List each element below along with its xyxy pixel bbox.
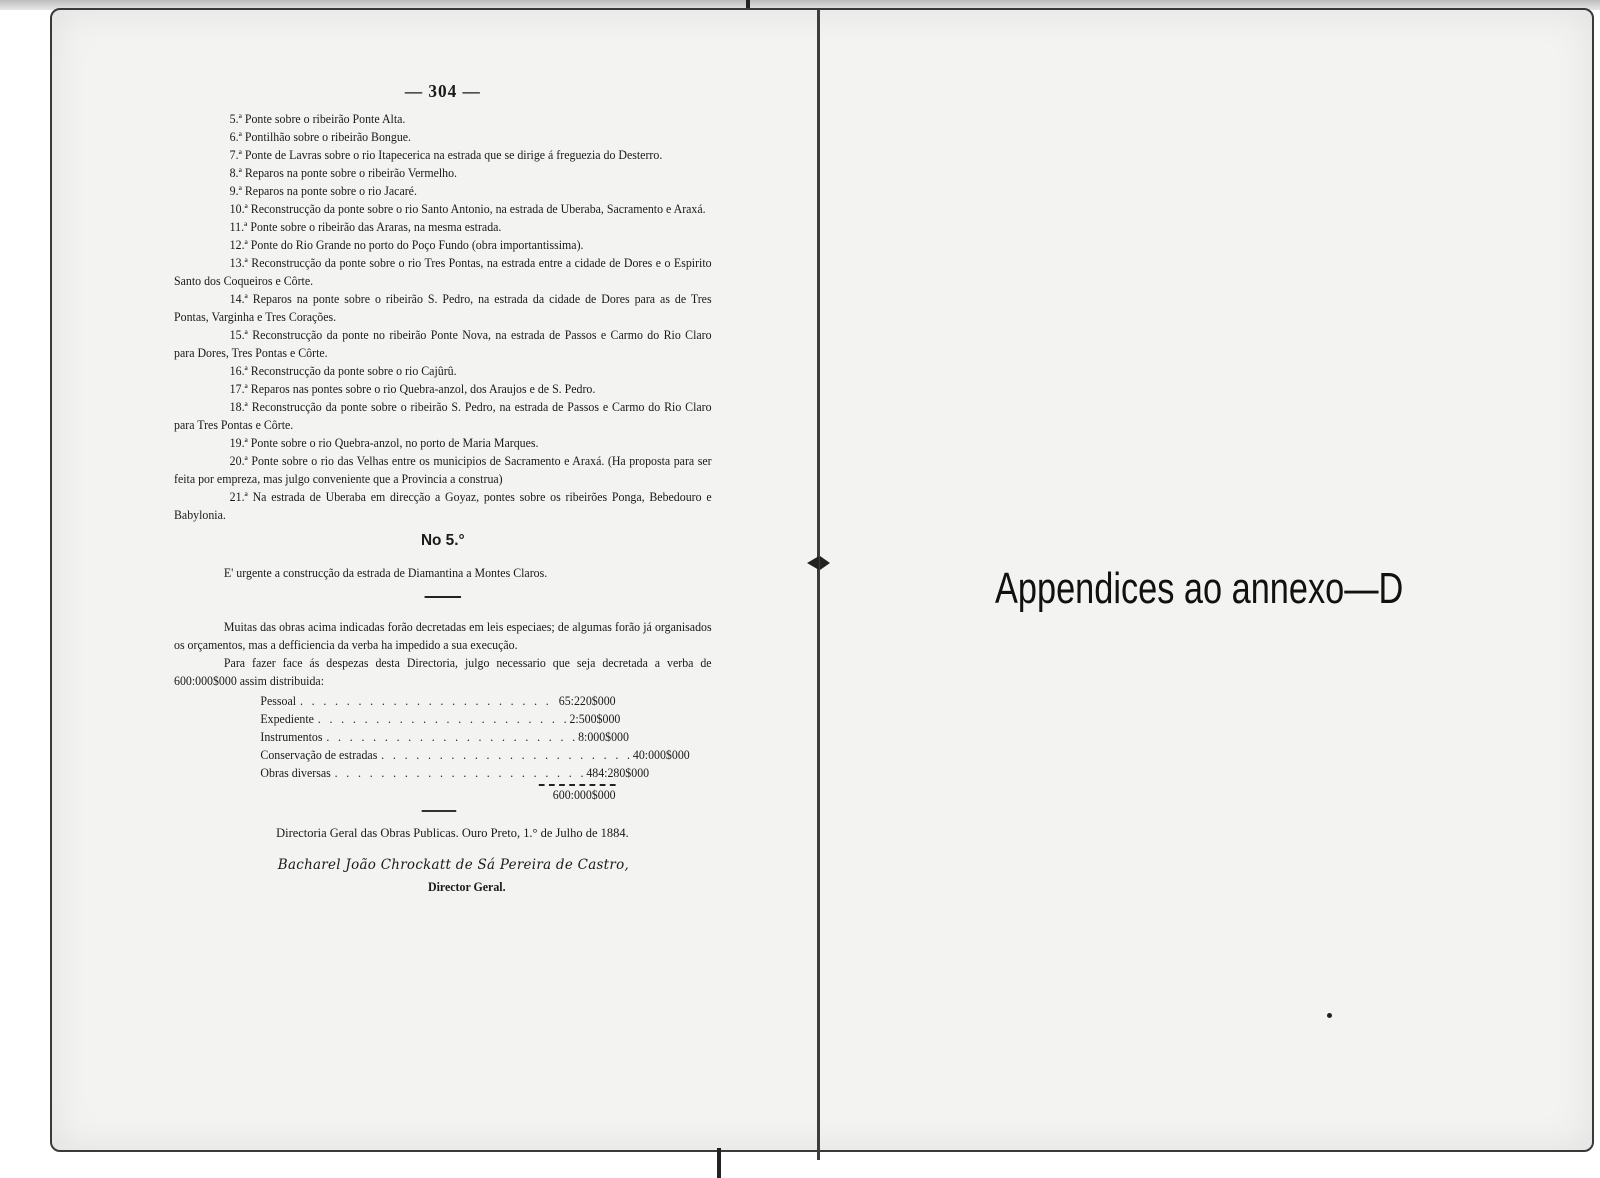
list-item: 5.ª Ponte sobre o ribeirão Ponte Alta. xyxy=(229,112,406,126)
budget-total: 600:000$000 xyxy=(552,788,616,802)
binding-tab-top xyxy=(746,0,750,8)
gutter-marker-left xyxy=(807,556,819,570)
list-item: 6.ª Pontilhão sobre o ribeirão Bongue. xyxy=(229,130,412,144)
budget-value: 2:500$000 xyxy=(569,712,621,726)
budget-label: Obras diversas xyxy=(260,766,331,780)
divider-rule xyxy=(425,596,461,598)
list-item: 19.ª Ponte sobre o rio Quebra-anzol, no porto de Maria Marques. xyxy=(229,436,539,450)
bridge-list xyxy=(174,110,712,524)
list-item: 7.ª Ponte de Lavras sobre o rio Itapecerica na estrada que se dirige á freguezia do Desterro. xyxy=(229,148,663,162)
list-item: 9.ª Reparos na ponte sobre o rio Jacaré. xyxy=(229,184,417,198)
signature-title: Director Geral. xyxy=(428,880,506,894)
budget-label: Expediente xyxy=(260,712,314,726)
budget-value: 40:000$000 xyxy=(632,748,690,762)
page-number: — 304 — xyxy=(404,81,481,101)
budget-row xyxy=(260,764,650,782)
budget-label: Pessoal xyxy=(260,694,297,708)
ink-dot xyxy=(1327,1013,1332,1018)
leader-dots: . . . . . . . . . . . . . . . . . . . . . . xyxy=(334,766,587,780)
budget-label: Instrumentos xyxy=(260,730,323,744)
divider-rule-small xyxy=(422,810,457,812)
budget-row xyxy=(260,746,690,764)
leader-dots: . . . . . . . . . . . . . . . . . . . . . . xyxy=(299,694,552,708)
list-item: 17.ª Reparos nas pontes sobre o rio Quebra-anzol, dos Araujos e de S. Pedro. xyxy=(229,382,596,396)
list-item: 18.ª Reconstrucção da ponte sobre o ribeirão S. Pedro, na estrada de Passos e Carmo do Rio Claro para Tres Pontas e Côrte. xyxy=(174,400,712,432)
leader-dots: . . . . . . . . . . . . . . . . . . . . . . xyxy=(381,748,633,762)
binding-tab-bottom xyxy=(717,1148,721,1178)
budget-row xyxy=(260,728,629,746)
list-item: 14.ª Reparos na ponte sobre o ribeirão S. Pedro, na estrada da cidade de Dores para as de Tres Pontas, Varginha e Tres Corações. xyxy=(174,292,712,324)
gutter-marker-right xyxy=(820,556,830,570)
list-item: 13.ª Reconstrucção da ponte sobre o rio Tres Pontas, na estrada entre a cidade de Dores e o Espirito Santo dos Coqueiros e Côrte. xyxy=(174,256,712,288)
section-text: E' urgente a construcção da estrada de Diamantina a Montes Claros. xyxy=(223,566,548,580)
list-item: 8.ª Reparos na ponte sobre o ribeirão Vermelho. xyxy=(229,166,458,180)
paragraph-obras: Muitas das obras acima indicadas forão decretadas em leis especiaes; de algumas forão já organisados os orçamentos, mas a defficiencia da verba ha impedido a sua execução. xyxy=(174,620,712,652)
appendix-title: Appendices ao annexo—D xyxy=(995,564,1404,613)
book-gutter xyxy=(817,10,820,1160)
list-item: 15.ª Reconstrucção da ponte no ribeirão Ponte Nova, na estrada de Passos e Carmo do Rio Claro para Dores, Tres Pontas e Côrte. xyxy=(174,328,712,360)
budget-table xyxy=(260,692,690,804)
list-item: 12.ª Ponte do Rio Grande no porto do Poço Fundo (obra importantissima). xyxy=(229,238,584,252)
signature: Bacharel João Chrockatt de Sá Pereira de Castro, xyxy=(277,857,630,873)
list-item: 21.ª Na estrada de Uberaba em direcção a Goyaz, pontes sobre os ribeirões Ponga, Bebedouro e Babylonia. xyxy=(174,490,712,522)
budget-label: Conservação de estradas xyxy=(260,748,378,762)
left-page xyxy=(174,82,712,896)
leader-dots: . . . . . . . . . . . . . . . . . . . . . . xyxy=(326,730,579,744)
budget-value: 8:000$000 xyxy=(578,730,629,744)
leader-dots: . . . . . . . . . . . . . . . . . . . . . . xyxy=(317,712,570,726)
list-item: 11.ª Ponte sobre o ribeirão das Araras, na mesma estrada. xyxy=(229,220,502,234)
budget-value: 65:220$000 xyxy=(558,694,616,708)
list-item: 20.ª Ponte sobre o rio das Velhas entre os municipios de Sacramento e Araxá. (Ha proposta para ser feita por empreza, mas julgo conveniente que a Provincia a construa) xyxy=(174,454,712,486)
paragraph-verba: Para fazer face ás despezas desta Directoria, julgo necessario que seja decretada a verba de 600:000$000 assim distribuida: xyxy=(174,656,712,688)
budget-value: 484:280$000 xyxy=(586,766,650,780)
budget-row xyxy=(260,710,621,728)
section-heading: No 5.° xyxy=(420,532,465,549)
closing-line: Directoria Geral das Obras Publicas. Ouro Preto, 1.° de Julho de 1884. xyxy=(276,825,629,840)
list-item: 10.ª Reconstrucção da ponte sobre o rio Santo Antonio, na estrada de Uberaba, Sacramento e Araxá. xyxy=(229,202,706,216)
list-item: 16.ª Reconstrucção da ponte sobre o rio Cajûrû. xyxy=(229,364,457,378)
budget-row xyxy=(260,692,615,710)
